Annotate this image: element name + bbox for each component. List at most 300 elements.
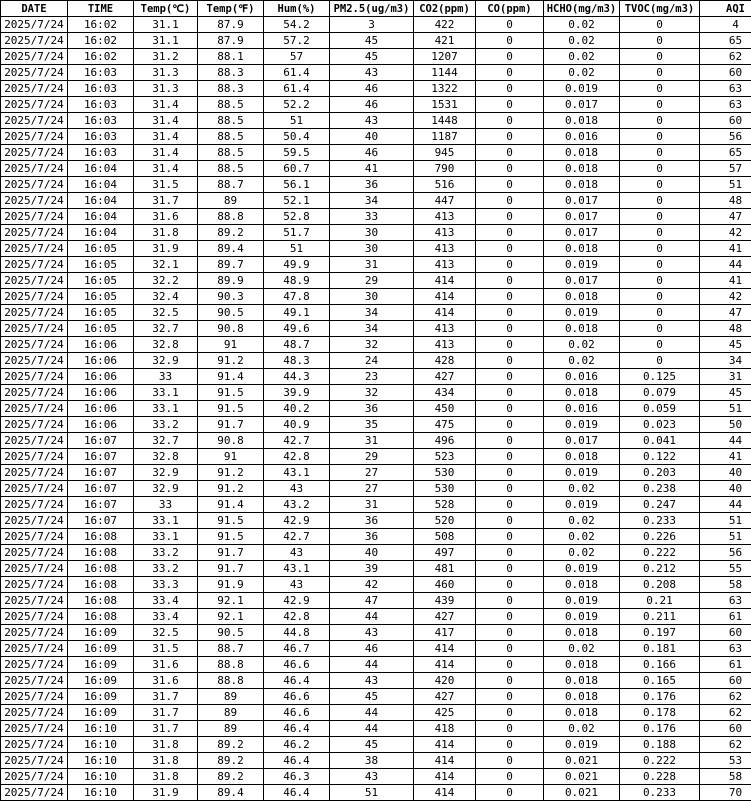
temp-f-cell: 90.5 — [198, 305, 264, 321]
co-cell: 0 — [476, 721, 544, 737]
temp-f-cell: 91.5 — [198, 529, 264, 545]
temp-f-cell: 87.9 — [198, 33, 264, 49]
time-cell: 16:08 — [68, 561, 134, 577]
pm25-cell: 29 — [330, 273, 414, 289]
hcho-cell: 0.021 — [544, 785, 620, 801]
date-cell: 2025/7/24 — [1, 177, 68, 193]
temp-c-cell: 33 — [134, 369, 198, 385]
time-cell: 16:10 — [68, 785, 134, 801]
tvoc-cell: 0 — [620, 321, 700, 337]
temp-c-cell: 31.4 — [134, 145, 198, 161]
temp-f-cell: 90.3 — [198, 289, 264, 305]
temp-f-cell: 90.5 — [198, 625, 264, 641]
time-cell: 16:06 — [68, 337, 134, 353]
temp-c-cell: 32.5 — [134, 625, 198, 641]
temp-f-cell: 91.5 — [198, 385, 264, 401]
time-cell: 16:04 — [68, 193, 134, 209]
time-cell: 16:05 — [68, 321, 134, 337]
temp-c-cell: 32.9 — [134, 353, 198, 369]
date-cell: 2025/7/24 — [1, 609, 68, 625]
time-cell: 16:02 — [68, 49, 134, 65]
humidity-cell: 49.1 — [264, 305, 330, 321]
time-cell: 16:06 — [68, 353, 134, 369]
co2-cell: 523 — [414, 449, 476, 465]
header-co: CO(ppm) — [476, 1, 544, 17]
table-row — [1, 545, 751, 561]
pm25-cell: 36 — [330, 513, 414, 529]
tvoc-cell: 0.041 — [620, 433, 700, 449]
hcho-cell: 0.018 — [544, 161, 620, 177]
co2-cell: 508 — [414, 529, 476, 545]
temp-c-cell: 31.7 — [134, 193, 198, 209]
pm25-cell: 41 — [330, 161, 414, 177]
aqi-cell: 56 — [700, 129, 751, 145]
pm25-cell: 45 — [330, 737, 414, 753]
co-cell: 0 — [476, 177, 544, 193]
date-cell: 2025/7/24 — [1, 481, 68, 497]
tvoc-cell: 0 — [620, 97, 700, 113]
table-row — [1, 625, 751, 641]
date-cell: 2025/7/24 — [1, 257, 68, 273]
co-cell: 0 — [476, 577, 544, 593]
date-cell: 2025/7/24 — [1, 529, 68, 545]
co2-cell: 413 — [414, 337, 476, 353]
date-cell: 2025/7/24 — [1, 737, 68, 753]
table-header — [1, 1, 751, 17]
table-row — [1, 49, 751, 65]
aqi-cell: 45 — [700, 337, 751, 353]
hcho-cell: 0.019 — [544, 305, 620, 321]
aqi-cell: 55 — [700, 561, 751, 577]
temp-c-cell: 32.5 — [134, 305, 198, 321]
time-cell: 16:07 — [68, 465, 134, 481]
co2-cell: 414 — [414, 289, 476, 305]
temp-f-cell: 89 — [198, 705, 264, 721]
co2-cell: 439 — [414, 593, 476, 609]
pm25-cell: 30 — [330, 225, 414, 241]
aqi-cell: 60 — [700, 673, 751, 689]
date-cell: 2025/7/24 — [1, 689, 68, 705]
tvoc-cell: 0 — [620, 65, 700, 81]
co2-cell: 413 — [414, 241, 476, 257]
pm25-cell: 36 — [330, 529, 414, 545]
temp-c-cell: 31.7 — [134, 689, 198, 705]
humidity-cell: 54.2 — [264, 17, 330, 33]
tvoc-cell: 0 — [620, 337, 700, 353]
tvoc-cell: 0.165 — [620, 673, 700, 689]
co-cell: 0 — [476, 417, 544, 433]
aqi-cell: 58 — [700, 577, 751, 593]
co2-cell: 447 — [414, 193, 476, 209]
tvoc-cell: 0.181 — [620, 641, 700, 657]
pm25-cell: 34 — [330, 305, 414, 321]
humidity-cell: 42.7 — [264, 529, 330, 545]
table-row — [1, 113, 751, 129]
date-cell: 2025/7/24 — [1, 449, 68, 465]
co-cell: 0 — [476, 33, 544, 49]
co-cell: 0 — [476, 113, 544, 129]
temp-c-cell: 31.5 — [134, 641, 198, 657]
hcho-cell: 0.02 — [544, 65, 620, 81]
tvoc-cell: 0.176 — [620, 721, 700, 737]
temp-f-cell: 88.7 — [198, 641, 264, 657]
humidity-cell: 46.7 — [264, 641, 330, 657]
table-row — [1, 145, 751, 161]
hcho-cell: 0.016 — [544, 401, 620, 417]
tvoc-cell: 0.208 — [620, 577, 700, 593]
temp-c-cell: 33.4 — [134, 593, 198, 609]
date-cell: 2025/7/24 — [1, 769, 68, 785]
hcho-cell: 0.016 — [544, 129, 620, 145]
table-row — [1, 97, 751, 113]
temp-c-cell: 31.2 — [134, 49, 198, 65]
time-cell: 16:09 — [68, 673, 134, 689]
co2-cell: 528 — [414, 497, 476, 513]
pm25-cell: 31 — [330, 257, 414, 273]
temp-c-cell: 32.7 — [134, 433, 198, 449]
temp-f-cell: 91.5 — [198, 401, 264, 417]
date-cell: 2025/7/24 — [1, 81, 68, 97]
temp-f-cell: 89.7 — [198, 257, 264, 273]
time-cell: 16:08 — [68, 529, 134, 545]
co2-cell: 421 — [414, 33, 476, 49]
tvoc-cell: 0 — [620, 209, 700, 225]
date-cell: 2025/7/24 — [1, 369, 68, 385]
pm25-cell: 32 — [330, 337, 414, 353]
hcho-cell: 0.018 — [544, 321, 620, 337]
table-row — [1, 385, 751, 401]
hcho-cell: 0.02 — [544, 529, 620, 545]
aqi-cell: 42 — [700, 225, 751, 241]
pm25-cell: 32 — [330, 385, 414, 401]
aqi-cell: 61 — [700, 657, 751, 673]
temp-c-cell: 31.5 — [134, 177, 198, 193]
hcho-cell: 0.017 — [544, 433, 620, 449]
humidity-cell: 46.4 — [264, 673, 330, 689]
hcho-cell: 0.019 — [544, 737, 620, 753]
humidity-cell: 56.1 — [264, 177, 330, 193]
temp-f-cell: 89 — [198, 193, 264, 209]
table-row — [1, 305, 751, 321]
hcho-cell: 0.018 — [544, 625, 620, 641]
humidity-cell: 48.9 — [264, 273, 330, 289]
tvoc-cell: 0 — [620, 129, 700, 145]
tvoc-cell: 0 — [620, 161, 700, 177]
aqi-cell: 40 — [700, 465, 751, 481]
time-cell: 16:04 — [68, 209, 134, 225]
tvoc-cell: 0.238 — [620, 481, 700, 497]
humidity-cell: 48.3 — [264, 353, 330, 369]
time-cell: 16:03 — [68, 129, 134, 145]
co-cell: 0 — [476, 353, 544, 369]
hcho-cell: 0.02 — [544, 49, 620, 65]
hcho-cell: 0.018 — [544, 241, 620, 257]
hcho-cell: 0.02 — [544, 513, 620, 529]
temp-f-cell: 91 — [198, 449, 264, 465]
table-row — [1, 289, 751, 305]
co-cell: 0 — [476, 401, 544, 417]
time-cell: 16:06 — [68, 385, 134, 401]
table-row — [1, 241, 751, 257]
hcho-cell: 0.021 — [544, 753, 620, 769]
tvoc-cell: 0.233 — [620, 513, 700, 529]
time-cell: 16:10 — [68, 769, 134, 785]
humidity-cell: 49.9 — [264, 257, 330, 273]
pm25-cell: 43 — [330, 625, 414, 641]
pm25-cell: 45 — [330, 33, 414, 49]
time-cell: 16:08 — [68, 593, 134, 609]
co-cell: 0 — [476, 225, 544, 241]
temp-c-cell: 32.9 — [134, 465, 198, 481]
humidity-cell: 43 — [264, 577, 330, 593]
table-row — [1, 177, 751, 193]
co2-cell: 427 — [414, 609, 476, 625]
aqi-cell: 41 — [700, 449, 751, 465]
tvoc-cell: 0.226 — [620, 529, 700, 545]
aqi-cell: 63 — [700, 593, 751, 609]
temp-c-cell: 33.1 — [134, 401, 198, 417]
hcho-cell: 0.019 — [544, 593, 620, 609]
time-cell: 16:09 — [68, 705, 134, 721]
time-cell: 16:02 — [68, 33, 134, 49]
aqi-cell: 50 — [700, 417, 751, 433]
temp-c-cell: 33.2 — [134, 545, 198, 561]
humidity-cell: 42.9 — [264, 593, 330, 609]
pm25-cell: 43 — [330, 673, 414, 689]
co-cell: 0 — [476, 289, 544, 305]
tvoc-cell: 0 — [620, 17, 700, 33]
temp-f-cell: 91.7 — [198, 545, 264, 561]
tvoc-cell: 0 — [620, 353, 700, 369]
co2-cell: 1322 — [414, 81, 476, 97]
co-cell: 0 — [476, 769, 544, 785]
temp-f-cell: 89 — [198, 721, 264, 737]
co2-cell: 417 — [414, 625, 476, 641]
temp-c-cell: 31.4 — [134, 161, 198, 177]
temp-c-cell: 31.6 — [134, 673, 198, 689]
humidity-cell: 43 — [264, 481, 330, 497]
tvoc-cell: 0.228 — [620, 769, 700, 785]
pm25-cell: 43 — [330, 113, 414, 129]
header-temp-c: Temp(℃) — [134, 1, 198, 17]
humidity-cell: 46.2 — [264, 737, 330, 753]
co2-cell: 427 — [414, 689, 476, 705]
pm25-cell: 31 — [330, 497, 414, 513]
hcho-cell: 0.019 — [544, 257, 620, 273]
pm25-cell: 44 — [330, 705, 414, 721]
aqi-cell: 63 — [700, 97, 751, 113]
co-cell: 0 — [476, 449, 544, 465]
pm25-cell: 46 — [330, 97, 414, 113]
co2-cell: 1187 — [414, 129, 476, 145]
pm25-cell: 34 — [330, 321, 414, 337]
hcho-cell: 0.02 — [544, 721, 620, 737]
temp-f-cell: 88.3 — [198, 65, 264, 81]
time-cell: 16:04 — [68, 225, 134, 241]
aqi-cell: 62 — [700, 49, 751, 65]
temp-c-cell: 32.2 — [134, 273, 198, 289]
co-cell: 0 — [476, 545, 544, 561]
temp-c-cell: 31.1 — [134, 17, 198, 33]
temp-f-cell: 89.2 — [198, 225, 264, 241]
hcho-cell: 0.017 — [544, 225, 620, 241]
date-cell: 2025/7/24 — [1, 577, 68, 593]
time-cell: 16:07 — [68, 513, 134, 529]
table-row — [1, 497, 751, 513]
hcho-cell: 0.02 — [544, 641, 620, 657]
hcho-cell: 0.016 — [544, 369, 620, 385]
table-row — [1, 65, 751, 81]
humidity-cell: 46.3 — [264, 769, 330, 785]
co-cell: 0 — [476, 609, 544, 625]
pm25-cell: 23 — [330, 369, 414, 385]
co-cell: 0 — [476, 497, 544, 513]
table-row — [1, 561, 751, 577]
temp-c-cell: 33.1 — [134, 513, 198, 529]
table-row — [1, 689, 751, 705]
co2-cell: 413 — [414, 257, 476, 273]
table-row — [1, 465, 751, 481]
humidity-cell: 50.4 — [264, 129, 330, 145]
tvoc-cell: 0.203 — [620, 465, 700, 481]
table-row — [1, 705, 751, 721]
temp-c-cell: 31.4 — [134, 113, 198, 129]
pm25-cell: 35 — [330, 417, 414, 433]
date-cell: 2025/7/24 — [1, 289, 68, 305]
tvoc-cell: 0 — [620, 177, 700, 193]
hcho-cell: 0.017 — [544, 273, 620, 289]
tvoc-cell: 0.125 — [620, 369, 700, 385]
humidity-cell: 51.7 — [264, 225, 330, 241]
pm25-cell: 27 — [330, 481, 414, 497]
temp-f-cell: 89.2 — [198, 737, 264, 753]
humidity-cell: 59.5 — [264, 145, 330, 161]
humidity-cell: 44.3 — [264, 369, 330, 385]
co2-cell: 496 — [414, 433, 476, 449]
co2-cell: 497 — [414, 545, 476, 561]
humidity-cell: 42.7 — [264, 433, 330, 449]
temp-c-cell: 31.3 — [134, 81, 198, 97]
humidity-cell: 52.8 — [264, 209, 330, 225]
hcho-cell: 0.018 — [544, 673, 620, 689]
co2-cell: 413 — [414, 225, 476, 241]
co2-cell: 414 — [414, 273, 476, 289]
time-cell: 16:07 — [68, 481, 134, 497]
hcho-cell: 0.018 — [544, 145, 620, 161]
humidity-cell: 61.4 — [264, 81, 330, 97]
table-row — [1, 225, 751, 241]
co-cell: 0 — [476, 321, 544, 337]
humidity-cell: 46.6 — [264, 705, 330, 721]
pm25-cell: 51 — [330, 785, 414, 801]
table-row — [1, 593, 751, 609]
pm25-cell: 45 — [330, 49, 414, 65]
tvoc-cell: 0.222 — [620, 753, 700, 769]
co2-cell: 413 — [414, 209, 476, 225]
co-cell: 0 — [476, 369, 544, 385]
temp-f-cell: 90.8 — [198, 433, 264, 449]
temp-f-cell: 89.2 — [198, 753, 264, 769]
temp-c-cell: 33 — [134, 497, 198, 513]
tvoc-cell: 0 — [620, 33, 700, 49]
time-cell: 16:10 — [68, 721, 134, 737]
date-cell: 2025/7/24 — [1, 657, 68, 673]
date-cell: 2025/7/24 — [1, 465, 68, 481]
time-cell: 16:06 — [68, 369, 134, 385]
co-cell: 0 — [476, 65, 544, 81]
co-cell: 0 — [476, 49, 544, 65]
co2-cell: 475 — [414, 417, 476, 433]
hcho-cell: 0.017 — [544, 97, 620, 113]
co-cell: 0 — [476, 129, 544, 145]
date-cell: 2025/7/24 — [1, 161, 68, 177]
co2-cell: 425 — [414, 705, 476, 721]
table-row — [1, 609, 751, 625]
pm25-cell: 38 — [330, 753, 414, 769]
tvoc-cell: 0.178 — [620, 705, 700, 721]
temp-f-cell: 88.5 — [198, 161, 264, 177]
date-cell: 2025/7/24 — [1, 625, 68, 641]
header-temp-f: Temp(℉) — [198, 1, 264, 17]
hcho-cell: 0.02 — [544, 353, 620, 369]
humidity-cell: 46.4 — [264, 721, 330, 737]
hcho-cell: 0.02 — [544, 17, 620, 33]
aqi-cell: 62 — [700, 737, 751, 753]
humidity-cell: 43 — [264, 545, 330, 561]
aqi-cell: 56 — [700, 545, 751, 561]
temp-c-cell: 31.9 — [134, 241, 198, 257]
temp-c-cell: 32.7 — [134, 321, 198, 337]
aqi-cell: 60 — [700, 65, 751, 81]
humidity-cell: 51 — [264, 113, 330, 129]
temp-c-cell: 33.1 — [134, 385, 198, 401]
date-cell: 2025/7/24 — [1, 673, 68, 689]
temp-f-cell: 88.8 — [198, 657, 264, 673]
time-cell: 16:10 — [68, 753, 134, 769]
time-cell: 16:07 — [68, 433, 134, 449]
date-cell: 2025/7/24 — [1, 721, 68, 737]
table-row — [1, 513, 751, 529]
tvoc-cell: 0 — [620, 225, 700, 241]
humidity-cell: 60.7 — [264, 161, 330, 177]
hcho-cell: 0.018 — [544, 385, 620, 401]
time-cell: 16:07 — [68, 449, 134, 465]
time-cell: 16:03 — [68, 113, 134, 129]
tvoc-cell: 0.188 — [620, 737, 700, 753]
date-cell: 2025/7/24 — [1, 385, 68, 401]
date-cell: 2025/7/24 — [1, 17, 68, 33]
pm25-cell: 27 — [330, 465, 414, 481]
aqi-cell: 47 — [700, 305, 751, 321]
pm25-cell: 43 — [330, 65, 414, 81]
date-cell: 2025/7/24 — [1, 705, 68, 721]
table-row — [1, 321, 751, 337]
table-row — [1, 721, 751, 737]
co-cell: 0 — [476, 209, 544, 225]
hcho-cell: 0.018 — [544, 113, 620, 129]
date-cell: 2025/7/24 — [1, 33, 68, 49]
pm25-cell: 42 — [330, 577, 414, 593]
aqi-cell: 4 — [700, 17, 751, 33]
temp-f-cell: 88.5 — [198, 97, 264, 113]
hcho-cell: 0.018 — [544, 577, 620, 593]
co-cell: 0 — [476, 81, 544, 97]
temp-f-cell: 91.2 — [198, 465, 264, 481]
date-cell: 2025/7/24 — [1, 113, 68, 129]
time-cell: 16:03 — [68, 81, 134, 97]
temp-f-cell: 91.4 — [198, 497, 264, 513]
pm25-cell: 46 — [330, 641, 414, 657]
